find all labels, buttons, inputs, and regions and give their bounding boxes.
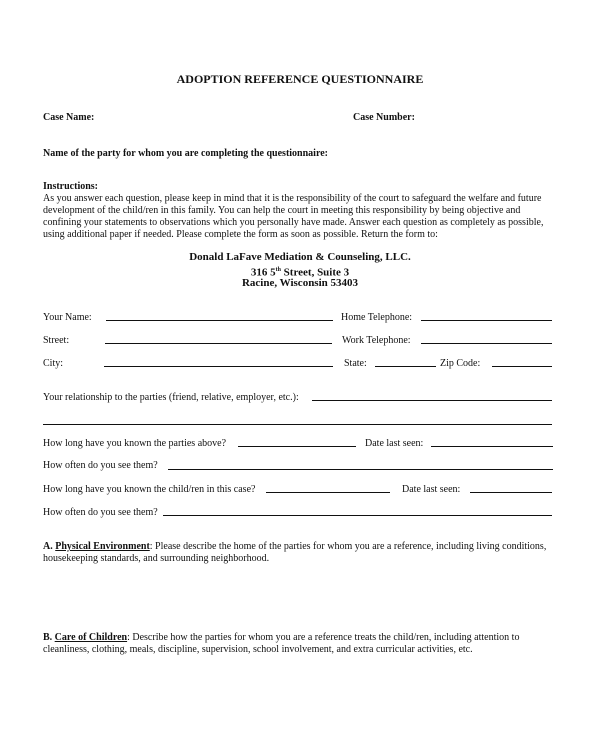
- street-field[interactable]: [105, 343, 332, 344]
- case-number-label: Case Number:: [353, 112, 415, 123]
- how-often-label: How often do you see them?: [43, 460, 158, 471]
- party-label: Name of the party for whom you are completing the questionnaire:: [43, 148, 328, 159]
- work-telephone-field[interactable]: [421, 343, 552, 344]
- city-field[interactable]: [104, 366, 333, 367]
- section-b-text-2: cleanliness, clothing, meals, discipline, supervision, school involvement, and extra curricular activities, etc.: [43, 644, 473, 655]
- section-a-text-2: housekeeping standards, and surrounding neighborhood.: [43, 553, 270, 564]
- instructions-line: As you answer each question, please keep in mind that it is the responsibility of the court to safeguard the welfare and future: [43, 193, 542, 204]
- date-last-seen-label: Date last seen:: [365, 438, 424, 449]
- street-number: 316 5: [250, 266, 276, 279]
- street-name: Street, Suite 3: [280, 266, 350, 279]
- instructions-line: development of the child/ren in this family. You can help the court in meeting this responsibility by being objective and: [43, 205, 521, 216]
- zip-code-label: Zip Code:: [440, 358, 481, 369]
- page-title: ADOPTION REFERENCE QUESTIONNAIRE: [176, 72, 424, 86]
- how-often-field[interactable]: [163, 515, 552, 516]
- known-parties-field[interactable]: [238, 446, 356, 447]
- date-last-seen-label: Date last seen:: [402, 484, 461, 495]
- instructions-line: confining your statements to observations which you personally have made. Answer each question as completely as possible,: [43, 217, 544, 228]
- section-a-heading: [43, 541, 546, 553]
- relationship-label: Your relationship to the parties (friend, relative, employer, etc.):: [43, 392, 299, 403]
- section-a-letter: A.: [43, 541, 56, 552]
- relationship-field[interactable]: [312, 400, 552, 401]
- section-a-text: : Please describe the home of the parties for whom you are a reference, including living conditions,: [149, 541, 547, 552]
- address-org: Donald LaFave Mediation & Counseling, LLC.: [189, 251, 411, 263]
- your-name-field[interactable]: [106, 320, 333, 321]
- known-parties-label: How long have you known the parties above?: [43, 438, 227, 449]
- work-telephone-label: Work Telephone:: [342, 335, 411, 346]
- section-b-letter: B.: [43, 632, 55, 643]
- section-a-title: Physical Environment: [55, 541, 150, 552]
- zip-code-field[interactable]: [492, 366, 552, 367]
- how-often-label: How often do you see them?: [43, 507, 158, 518]
- home-telephone-label: Home Telephone:: [341, 312, 413, 323]
- known-children-label: How long have you known the child/ren in this case?: [43, 484, 256, 495]
- city-label: City:: [43, 358, 64, 369]
- your-name-label: Your Name:: [43, 312, 92, 323]
- street-suffix: th: [275, 267, 281, 273]
- instructions-line: using additional paper if needed. Please complete the form as soon as possible. Return the form to:: [43, 229, 438, 240]
- section-b-text: : Describe how the parties for whom you are a reference treats the child/ren, including attention to: [127, 632, 520, 643]
- known-children-field[interactable]: [266, 492, 390, 493]
- how-often-field[interactable]: [168, 469, 553, 470]
- section-b-title: Care of Children: [54, 632, 128, 643]
- date-last-seen-field[interactable]: [431, 446, 553, 447]
- case-name-label: Case Name:: [43, 112, 95, 123]
- home-telephone-field[interactable]: [421, 320, 552, 321]
- street-label: Street:: [43, 335, 70, 346]
- section-b-heading: [43, 632, 519, 644]
- instructions-heading: Instructions:: [43, 181, 99, 192]
- state-field[interactable]: [375, 366, 436, 367]
- state-label: State:: [344, 358, 367, 369]
- address-city: Racine, Wisconsin 53403: [241, 277, 359, 289]
- date-last-seen-field[interactable]: [470, 492, 552, 493]
- relationship-field-line-2[interactable]: [43, 424, 552, 425]
